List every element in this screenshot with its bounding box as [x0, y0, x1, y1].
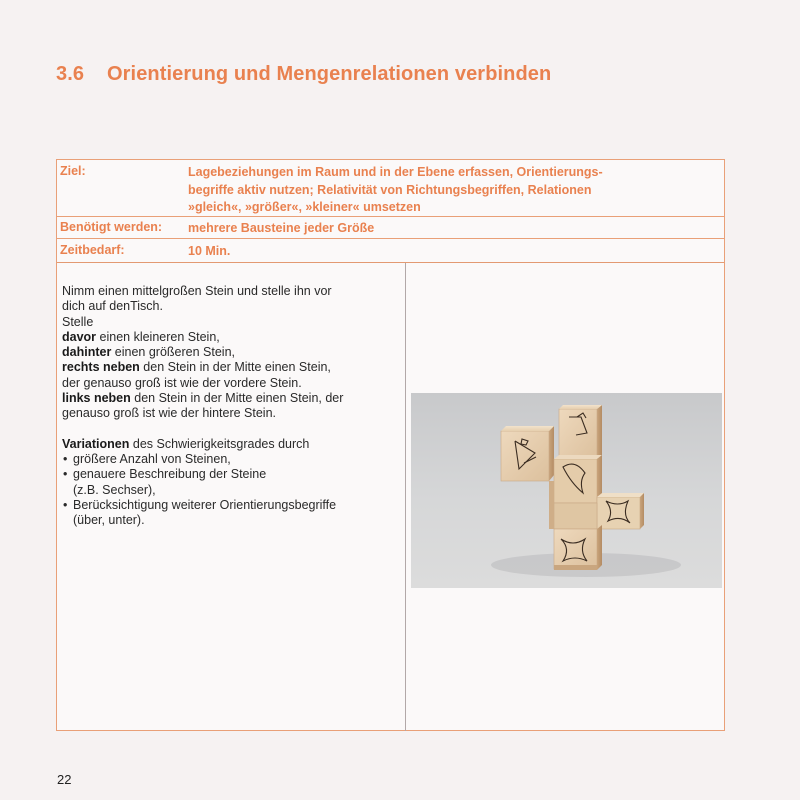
instruction-line: Nimm einen mittelgroßen Stein und stelle ihn vor: [62, 284, 332, 298]
instruction-line: dich auf denTisch.: [62, 299, 163, 314]
section-title: Orientierung und Mengenrelationen verbinden: [107, 63, 552, 85]
instruction-text: den Stein in der Mitte einen Stein, der: [130, 391, 344, 406]
instruction-text: des Schwierigkeitsgrades durch: [129, 436, 310, 451]
list-item-text: Berücksichtigung weiterer Orientierungsbegriffe: [73, 497, 337, 512]
goal-row: [57, 160, 724, 217]
goal-line: Lagebeziehungen im Raum und in der Ebene erfassen, Orientierungs-: [188, 165, 603, 179]
spacer: [62, 422, 398, 437]
wooden-blocks-illustration: [411, 393, 722, 588]
goal-label: Ziel:: [60, 164, 86, 178]
list-item: [62, 467, 398, 498]
needed-row: [57, 217, 724, 239]
instructions-text: [62, 284, 398, 528]
time-label: Zeitbedarf:: [60, 243, 125, 257]
direction-term: dahinter: [62, 345, 112, 360]
instruction-text: einen kleineren Stein,: [96, 329, 220, 344]
list-item: • größere Anzahl von Steinen,: [62, 452, 398, 467]
page-title: [56, 63, 551, 86]
bleed-through-text: [575, 66, 579, 84]
instruction-line: Stelle: [62, 314, 94, 329]
goal-text: [188, 164, 603, 217]
direction-term: davor: [62, 329, 97, 344]
time-row: [57, 239, 724, 263]
needed-label: Benötigt werden:: [60, 220, 163, 234]
section-number: 3.6: [56, 63, 85, 85]
list-item-text: (z.B. Sechser),: [73, 482, 156, 497]
variations-heading: [62, 437, 398, 452]
direction-term: links neben: [62, 391, 131, 406]
instruction-text: einen größeren Stein,: [111, 345, 236, 360]
instruction-line: [62, 345, 398, 360]
instruction-line: der genauso groß ist wie der vordere Stein.: [62, 375, 302, 390]
instruction-text: den Stein in der Mitte einen Stein,: [139, 360, 331, 375]
instruction-line: [62, 360, 398, 375]
info-table: [56, 159, 725, 731]
variations-list: [62, 452, 398, 528]
variations-term: Variationen: [62, 436, 130, 451]
column-divider: [405, 263, 406, 731]
instruction-line: [62, 330, 398, 345]
instruction-line: [62, 391, 398, 406]
list-item-text: (über, unter).: [73, 513, 145, 528]
goal-line: »gleich«, »größer«, »kleiner« umsetzen: [188, 200, 421, 214]
needed-value: mehrere Bausteine jeder Größe: [188, 221, 375, 235]
time-value: 10 Min.: [188, 244, 231, 258]
goal-line: begriffe aktiv nutzen; Relativität von Richtungsbegriffen, Relationen: [188, 182, 592, 197]
list-item-text: genauere Beschreibung der Steine: [73, 467, 267, 482]
direction-term: rechts neben: [62, 360, 140, 375]
instruction-line: genauso groß ist wie der hintere Stein.: [62, 406, 277, 421]
blocks-photo: [411, 393, 722, 588]
list-item: [62, 498, 398, 529]
page-number: 22: [57, 772, 72, 787]
